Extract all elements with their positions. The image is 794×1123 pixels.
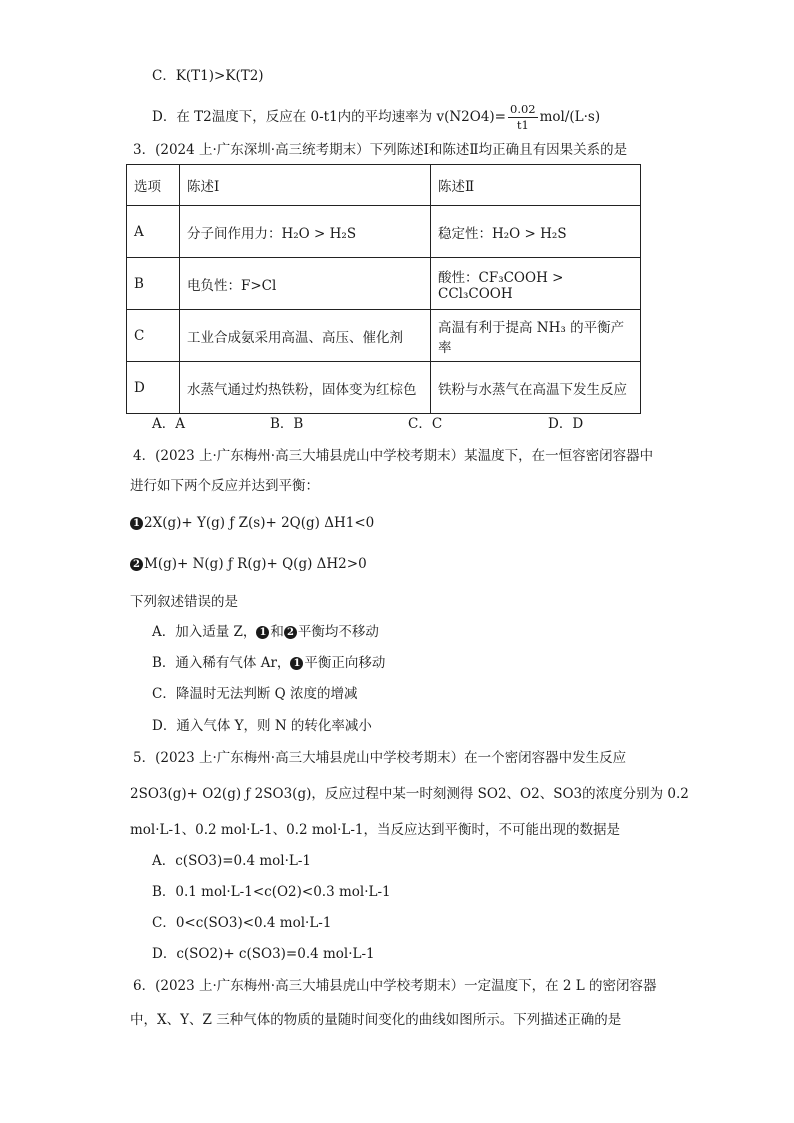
circled-number: 2: [130, 558, 143, 571]
header-option: 选项: [127, 165, 180, 206]
q2-option-d-suffix: mol/(L·s): [539, 109, 601, 125]
q5-stem-line-2: 2SO3(g)+ O2(g) ƒ 2SO3(g)，反应过程中某一时刻测得 SO2、O2、SO3的浓度分别为 0.2: [130, 786, 689, 802]
q4-reaction-2: [130, 554, 367, 574]
table-row: [127, 310, 641, 362]
q4-prompt: 下列叙述错误的是: [130, 594, 238, 610]
circled-number: 1: [290, 657, 303, 670]
q3-stem: 3．(2024 上·广东深圳·高三统考期末）下列陈述Ⅰ和陈述Ⅱ均正确且有因果关系的是: [133, 142, 628, 158]
header-statement-2: 陈述Ⅱ: [431, 165, 641, 206]
statement-2-cell: 酸性：CF₃COOH > CCl₃COOH: [431, 258, 641, 310]
option-a-text: 和: [270, 624, 284, 640]
q5-option-b: B．0.1 mol·L-1<c(O2)<0.3 mol·L-1: [152, 884, 391, 900]
q4-option-a: [152, 622, 379, 642]
q2-option-d: [152, 100, 600, 134]
option-a-text: A．加入适量 Z，: [152, 624, 257, 640]
statement-1-cell: 水蒸气通过灼热铁粉，固体变为红棕色: [180, 362, 431, 414]
statement-1-cell: 电负性：F>Cl: [180, 258, 431, 310]
q4-option-c: C．降温时无法判断 Q 浓度的增减: [152, 686, 358, 702]
rate-fraction: [508, 102, 538, 133]
q2-option-c: C．K(T1)>K(T2): [152, 68, 264, 84]
q5-option-a: A．c(SO3)=0.4 mol·L-1: [152, 853, 311, 869]
q5-stem-line-1: 5．(2023 上·广东梅州·高三大埔县虎山中学校考期末）在一个密闭容器中发生反应: [133, 750, 627, 766]
q2-option-d-prefix: D．在 T2温度下，反应在 0-t1内的平均速率为 v(N2O4)=: [152, 109, 506, 125]
q3-choices: [152, 414, 583, 434]
choice-d: D．D: [548, 416, 584, 432]
reaction-2-equation: M(g)+ N(g) ƒ R(g)+ Q(g) ΔH2>0: [144, 556, 367, 572]
q4-stem-line-2: 进行如下两个反应并达到平衡：: [130, 478, 319, 494]
q3-table: [126, 164, 641, 414]
table-row: [127, 258, 641, 310]
table-header-row: [127, 165, 641, 206]
statement-1-cell: 分子间作用力：H₂O > H₂S: [180, 206, 431, 258]
q6-stem-line-2: 中，X、Y、Z 三种气体的物质的量随时间变化的曲线如图所示。下列描述正确的是: [130, 1012, 622, 1028]
statement-2-cell: 铁粉与水蒸气在高温下发生反应: [431, 362, 641, 414]
row-label: B: [127, 258, 180, 310]
statement-2-cell: 稳定性：H₂O > H₂S: [431, 206, 641, 258]
q5-option-d: D．c(SO2)+ c(SO3)=0.4 mol·L-1: [152, 946, 375, 962]
row-label: A: [127, 206, 180, 258]
choice-c: C．C: [408, 416, 443, 432]
row-label: D: [127, 362, 180, 414]
table-row: [127, 206, 641, 258]
option-b-text: B．通入稀有气体 Ar，: [152, 655, 291, 671]
fraction-numerator: 0.02: [510, 102, 536, 116]
choice-b: B．B: [270, 416, 304, 432]
q4-reaction-1: [130, 513, 374, 533]
circled-number: 1: [130, 517, 143, 530]
header-statement-1: 陈述Ⅰ: [180, 165, 431, 206]
option-b-text: 平衡正向移动: [304, 655, 386, 671]
circled-number: 1: [256, 626, 269, 639]
fraction-denominator: t1: [516, 118, 529, 132]
q4-option-b: [152, 653, 385, 673]
reaction-1-equation: 2X(g)+ Y(g) ƒ Z(s)+ 2Q(g) ΔH1<0: [144, 515, 375, 531]
q4-stem-line-1: 4．(2023 上·广东梅州·高三大埔县虎山中学校考期末）某温度下，在一恒容密闭容器中: [133, 448, 654, 464]
table-row: [127, 362, 641, 414]
statement-1-cell: 工业合成氨采用高温、高压、催化剂: [180, 310, 431, 362]
choice-a: A．A: [152, 416, 185, 432]
row-label: C: [127, 310, 180, 362]
q5-option-c: C．0<c(SO3)<0.4 mol·L-1: [152, 915, 332, 931]
q6-stem-line-1: 6．(2023 上·广东梅州·高三大埔县虎山中学校考期末）一定温度下，在 2 L 的密闭容器: [133, 978, 657, 994]
q5-stem-line-3: mol·L-1、0.2 mol·L-1、0.2 mol·L-1，当反应达到平衡时，不可能出现的数据是: [130, 822, 620, 838]
q4-option-d: D．通入气体 Y，则 N 的转化率减小: [152, 718, 372, 734]
option-a-text: 平衡均不移动: [297, 624, 379, 640]
circled-number: 2: [284, 626, 297, 639]
statement-2-cell: 高温有利于提高 NH₃ 的平衡产率: [431, 310, 641, 362]
